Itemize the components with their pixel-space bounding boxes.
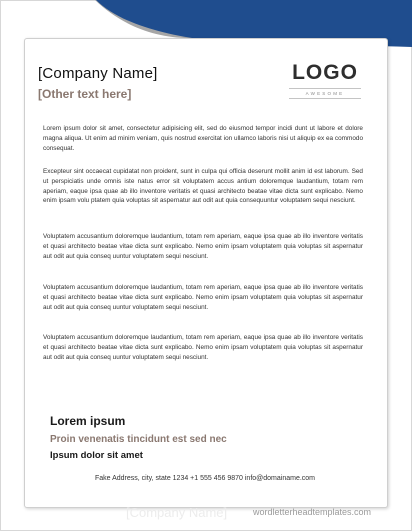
watermark-site: wordletterheadtemplates.com [253,507,372,517]
body-paragraph: Lorem ipsum dolor sit amet, consectetur adipisicing elit, sed do eiusmod tempor incidi dunt ut labore et dolore magna aliqua. Ut enim ad minim veniam, quis nostrud exercitat ion ullamco laboris nisi ut aliquip ex ea commodo consequat. [43,125,363,152]
body-paragraph: Voluptatem accusantium doloremque laudantium, totam rem aperiam, eaque ipsa quae ab illo inventore veritatis et quasi architecto beatae vitae dicta sunt explicabo. Nemo enim ipsam voluptatem quia voluptas sit aspernatur aut odit aut quia conseq uuntur voluptatem sequi nesciunt. [43,284,363,311]
logo-text: LOGO [292,61,358,84]
signature-name: Lorem ipsum [50,414,126,428]
logo [289,61,361,99]
watermark-company-name: [Company Name] [126,505,228,520]
logo-tagline: AWESOME [289,88,361,99]
footer-address: Fake Address, city, state 1234 +1 555 456 9870 info@domainame.com [94,475,316,482]
signature-title: Proin venenatis tincidunt est sed nec [50,434,227,445]
body-paragraph: Voluptatem accusantium doloremque laudantium, totam rem aperiam, eaque ipsa quae ab illo inventore veritatis et quasi architecto beatae vitae dicta sunt explicabo. Nemo enim ipsam voluptatem quia voluptas sit aspernatur aut odit aut quia conseq uuntur voluptatem sequi nesciunt. [43,334,363,361]
company-name: [Company Name] [38,65,158,82]
other-text: [Other text here] [38,87,132,101]
body-paragraph: Excepteur sint occaecat cupidatat non proident, sunt in culpa qui officia deserunt mollit anim id est laborum. Sed ut perspiciatis unde omnis iste natus error sit voluptatem accus antium doloremque laudantium, totam rem aperiam, eaque ipsa quae ab illo inventore veritatis et quasi architecto beatae vitae dicta sunt explicabo. Nemo enim ipsam volu ptatem quia voluptas sit aspernatur aut odit aut quia consequuntur voluptatem sequi nesciunt. [43,168,363,205]
body-paragraph: Voluptatem accusantium doloremque laudantium, totam rem aperiam, eaque ipsa quae ab illo inventore veritatis et quasi architecto beatae vitae dicta sunt explicabo. Nemo enim ipsam voluptatem quia voluptas sit aspernatur aut odit aut quia conseq uuntur voluptatem sequi nesciunt. [43,233,363,260]
signature-subtitle: Ipsum dolor sit amet [50,450,143,461]
